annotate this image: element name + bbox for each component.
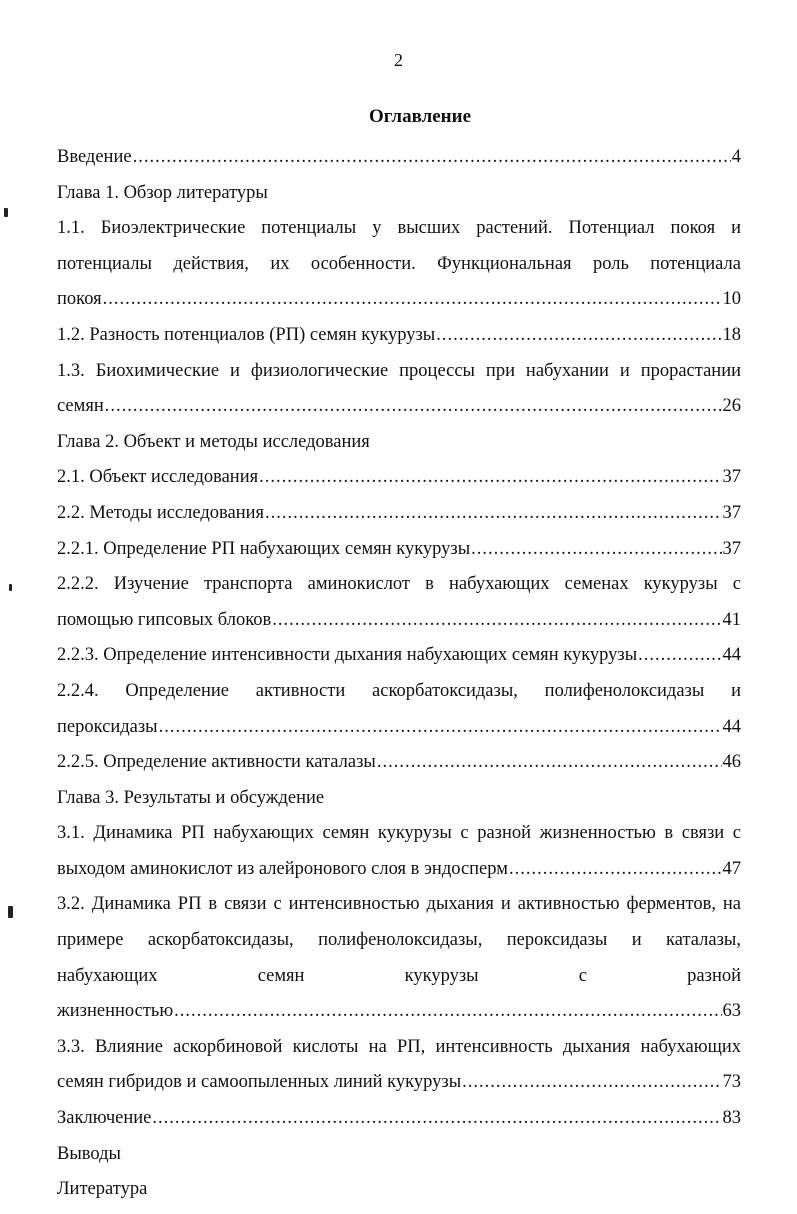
toc-line-text: примере аскорбатоксидазы, полифенолоксидазы, пероксидазы и каталазы, <box>57 930 741 951</box>
toc-entry <box>57 710 741 746</box>
toc-page-number: 73 <box>722 1072 741 1093</box>
toc-line <box>57 176 741 212</box>
toc-entry-text: покоя <box>57 289 102 310</box>
toc-entry-text: 1.2. Разность потенциалов (РП) семян кукурузы <box>57 324 436 345</box>
toc-line-text: 3.1. Динамика РП набухающих семян кукурузы с разной жизненностью в связи с <box>57 823 741 844</box>
toc-entry <box>57 1101 741 1137</box>
toc-page-number: 47 <box>722 858 741 879</box>
toc-entry <box>57 994 741 1030</box>
toc-line-text: 3.2. Динамика РП в связи с интенсивностью дыхания и активностью ферментов, на <box>57 894 741 915</box>
toc-entry <box>57 389 741 425</box>
toc-entry <box>57 318 741 354</box>
toc-page-number: 4 <box>731 147 741 167</box>
toc-line-text: 2.2.2. Изучение транспорта аминокислот в набухающих семенах кукурузы с <box>57 574 741 595</box>
toc-line <box>57 887 741 923</box>
scan-speck <box>9 584 12 591</box>
dot-leader <box>509 852 722 888</box>
toc-page-number: 10 <box>722 289 741 310</box>
toc-line <box>57 781 741 817</box>
dot-leader <box>105 389 722 425</box>
toc-line <box>57 959 741 995</box>
toc-page-number: 41 <box>722 609 741 630</box>
toc-entry-text: 2.1. Объект исследования <box>57 467 259 488</box>
table-of-contents <box>57 140 741 1208</box>
toc-page-number: 63 <box>722 1001 741 1022</box>
toc-line <box>57 674 741 710</box>
toc-page-number: 26 <box>722 396 741 417</box>
toc-entry-text: жизненностью <box>57 1001 174 1022</box>
dot-leader <box>174 994 721 1030</box>
toc-entry-text: выходом аминокислот из алейронового слоя в эндосперм <box>57 858 508 879</box>
toc-entry <box>57 745 741 781</box>
toc-entry <box>57 1065 741 1101</box>
toc-entry <box>57 496 741 532</box>
toc-line <box>57 816 741 852</box>
toc-line-text: 2.2.4. Определение активности аскорбатоксидазы, полифенолоксидазы и <box>57 680 741 701</box>
toc-line-text: набухающих семян кукурузы с разной <box>57 965 741 986</box>
toc-line-text: Выводы <box>57 1143 121 1164</box>
toc-entry-text: Введение <box>57 147 132 167</box>
toc-entry <box>57 140 741 176</box>
toc-line-text: 3.3. Влияние аскорбиновой кислоты на РП, интенсивность дыхания набухающих <box>57 1036 741 1057</box>
toc-page-number: 44 <box>722 716 741 737</box>
toc-line <box>57 567 741 603</box>
toc-entry <box>57 852 741 888</box>
toc-entry <box>57 532 741 568</box>
toc-line <box>57 247 741 283</box>
dot-leader <box>159 710 722 746</box>
toc-entry <box>57 638 741 674</box>
toc-line-text: Литература <box>57 1179 148 1200</box>
toc-entry <box>57 282 741 318</box>
dot-leader <box>462 1065 721 1101</box>
dot-leader <box>259 460 721 496</box>
toc-page-number: 46 <box>722 752 741 773</box>
dot-leader <box>152 1101 721 1137</box>
toc-entry-text: 2.2.3. Определение интенсивности дыхания набухающих семян кукурузы <box>57 645 638 666</box>
toc-page-number: 37 <box>722 502 741 523</box>
toc-entry-text: 2.2.5. Определение активности каталазы <box>57 752 376 773</box>
page-number: 2 <box>394 50 403 70</box>
toc-entry-text: помощью гипсовых блоков <box>57 609 272 630</box>
toc-page-number: 83 <box>722 1108 741 1129</box>
toc-page-number: 37 <box>722 467 741 488</box>
toc-page-number: 44 <box>722 645 741 666</box>
toc-line-text: 1.1. Биоэлектрические потенциалы у высших растений. Потенциал покоя и <box>57 218 741 239</box>
toc-line <box>57 923 741 959</box>
toc-entry-text: пероксидазы <box>57 716 158 737</box>
dot-leader <box>265 496 721 532</box>
toc-line <box>57 211 741 247</box>
toc-entry-text: 2.2. Методы исследования <box>57 502 265 523</box>
scan-speck <box>8 906 13 918</box>
toc-line-text: Глава 1. Обзор литературы <box>57 182 268 203</box>
dot-leader <box>272 603 721 639</box>
toc-entry-text: Заключение <box>57 1108 152 1129</box>
toc-line <box>57 425 741 461</box>
toc-title: Оглавление <box>368 106 472 127</box>
dot-leader <box>471 532 721 568</box>
toc-entry-text: семян <box>57 396 104 417</box>
toc-line-text: Глава 2. Объект и методы исследования <box>57 431 370 452</box>
dot-leader <box>103 282 722 318</box>
toc-entry <box>57 460 741 496</box>
toc-line-text: Глава 3. Результаты и обсуждение <box>57 787 325 808</box>
toc-line <box>57 354 741 390</box>
toc-line-text: потенциалы действия, их особенности. Функциональная роль потенциала <box>57 253 741 274</box>
dot-leader <box>638 638 721 674</box>
toc-page-number: 18 <box>722 324 741 345</box>
toc-line <box>57 1172 741 1208</box>
scan-speck <box>4 208 8 217</box>
toc-line-text: 1.3. Биохимические и физиологические процессы при набухании и прорастании <box>57 360 741 381</box>
dot-leader <box>436 318 721 354</box>
dot-leader <box>377 745 722 781</box>
toc-entry-text: семян гибридов и самоопыленных линий кукурузы <box>57 1072 462 1093</box>
toc-line <box>57 1137 741 1173</box>
toc-line <box>57 1030 741 1066</box>
toc-page-number: 37 <box>722 538 741 559</box>
dot-leader <box>133 140 731 176</box>
toc-entry <box>57 603 741 639</box>
toc-entry-text: 2.2.1. Определение РП набухающих семян кукурузы <box>57 538 471 559</box>
